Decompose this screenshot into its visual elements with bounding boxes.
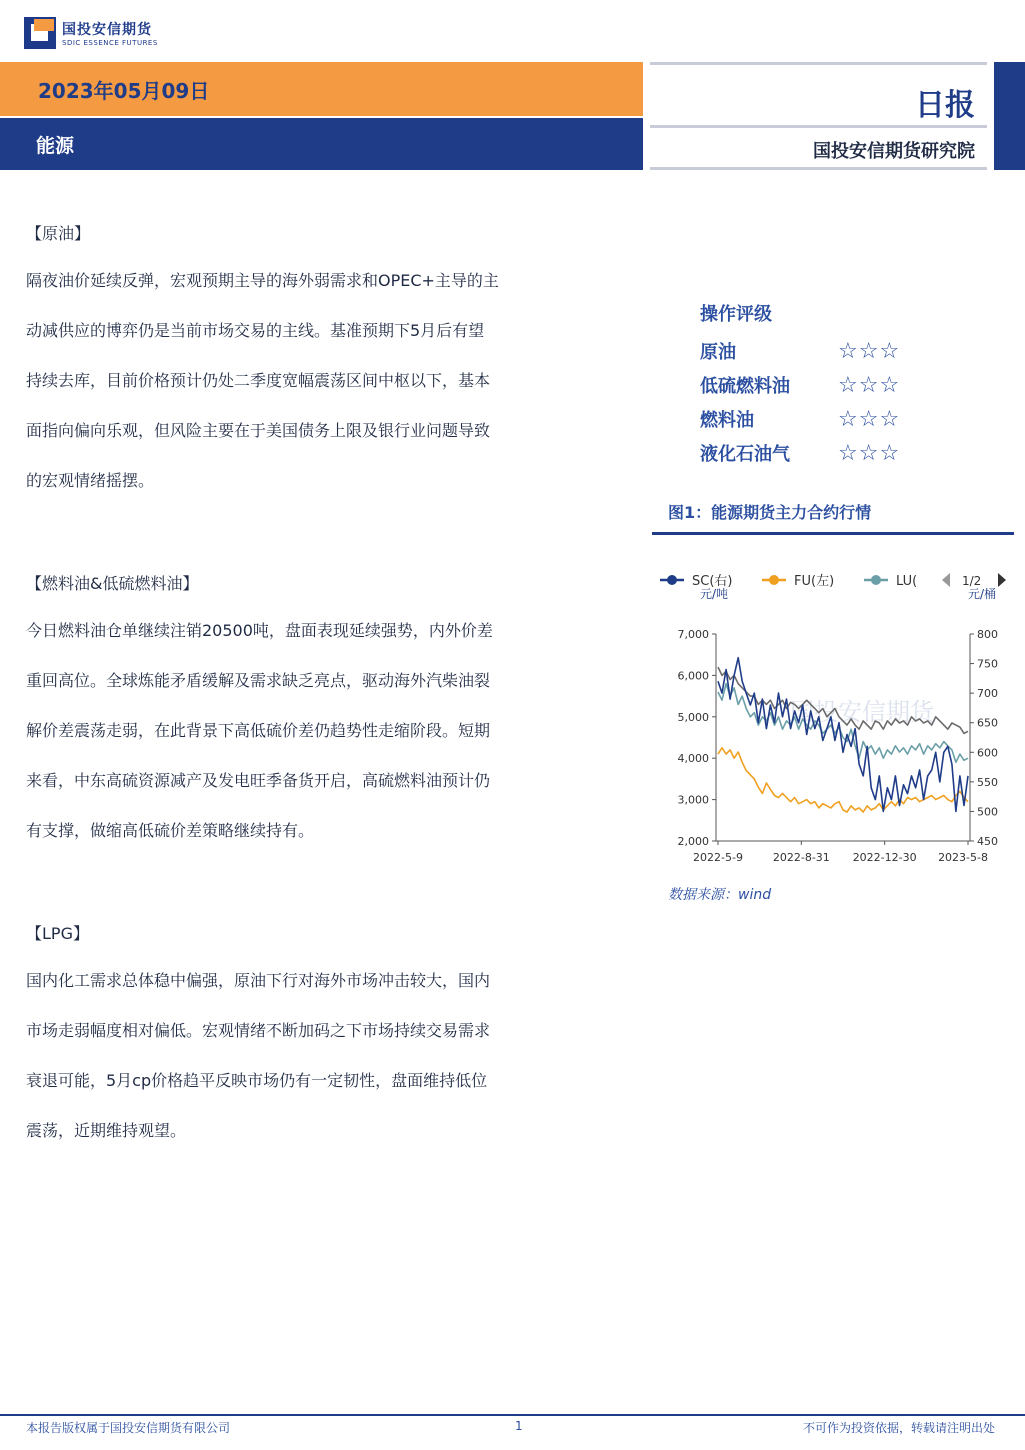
legend-marker-lu-icon <box>871 575 881 585</box>
rating-stars-icon: ☆☆☆ <box>838 372 901 398</box>
paragraph-line: 的宏观情绪摇摆。 <box>26 471 155 490</box>
legend-prev-icon[interactable] <box>942 573 950 587</box>
right-axis-unit: 元/桶 <box>968 587 997 601</box>
logo-name-cn: 国投安信期货 <box>62 22 152 38</box>
section-paragraph <box>26 256 611 506</box>
paragraph-line: 面指向偏向乐观，但风险主要在于美国债务上限及银行业问题导致 <box>26 421 491 440</box>
section-heading: 【LPG】 <box>26 924 89 943</box>
right-tick-label: 800 <box>977 628 998 641</box>
chart-watermark: 国投安信期货 <box>790 698 934 726</box>
left-tick-label: 6,000 <box>677 669 709 683</box>
company-logo <box>24 17 158 49</box>
institute-name: 国投安信期货研究院 <box>813 141 975 162</box>
paragraph-line: 有支撑，做缩高低硫价差策略继续持有。 <box>26 821 315 840</box>
footer-rule <box>0 1414 1025 1416</box>
report-type: 日报 <box>915 88 975 123</box>
left-tick-label: 3,000 <box>677 793 709 807</box>
left-axis-unit: 元/吨 <box>700 587 729 601</box>
paragraph-line: 持续去库，目前价格预计仍处二季度宽幅震荡区间中枢以下，基本 <box>26 371 491 390</box>
legend-label-fu[interactable]: FU(左) <box>794 574 835 589</box>
rating-label: 低硫燃料油 <box>700 376 790 397</box>
paragraph-line: 国内化工需求总体稳中偏强，原油下行对海外市场冲击较大，国内 <box>26 971 491 990</box>
report-body <box>26 212 611 1156</box>
rating-label: 液化石油气 <box>700 444 790 465</box>
paragraph-line: 解价差震荡走弱，在此背景下高低硫价差仍趋势性走缩阶段。短期 <box>26 721 491 740</box>
x-tick-label: 2023-5-8 <box>938 851 988 864</box>
logo-mark-icon <box>24 17 56 49</box>
legend-label-sc[interactable]: SC(右) <box>692 574 733 589</box>
rating-title: 操作评级 <box>700 304 772 325</box>
energy-futures-chart <box>650 560 1010 870</box>
left-tick-label: 4,000 <box>677 752 709 766</box>
footer-copyright: 本报告版权属于国投安信期货有限公司 <box>26 1421 231 1435</box>
figure-source: 数据来源：wind <box>668 887 772 903</box>
right-tick-label: 550 <box>977 775 998 789</box>
rating-label: 燃料油 <box>700 410 754 431</box>
paragraph-line: 衰退可能，5月cp价格趋平反映市场仍有一定韧性，盘面维持低位 <box>26 1071 488 1090</box>
rating-stars-icon: ☆☆☆ <box>838 440 901 466</box>
section-paragraph <box>26 606 611 856</box>
section-paragraph <box>26 956 611 1156</box>
section-fuel-oil <box>26 562 611 856</box>
section-lpg <box>26 912 611 1156</box>
figure-title: 图1：能源期货主力合约行情 <box>668 503 872 522</box>
paragraph-line: 重回高位。全球炼能矛盾缓解及需求缺乏亮点，驱动海外汽柴油裂 <box>26 671 491 690</box>
section-crude-oil <box>26 212 611 506</box>
date-band <box>0 62 643 116</box>
section-heading: 【原油】 <box>26 224 91 243</box>
header-edge-bar <box>994 62 1025 170</box>
paragraph-line: 震荡，近期维持观望。 <box>26 1121 187 1140</box>
rating-row <box>700 334 960 368</box>
right-tick-label: 500 <box>977 805 998 819</box>
right-tick-label: 750 <box>977 657 998 671</box>
operation-rating <box>700 300 960 470</box>
report-header-right <box>650 62 987 170</box>
legend-page: 1/2 <box>962 574 982 588</box>
series-line-sc <box>718 658 968 812</box>
paragraph-line: 动减供应的博弈仍是当前市场交易的主线。基准预期下5月后有望 <box>26 321 485 340</box>
footer-page-number: 1 <box>515 1419 523 1433</box>
section-band <box>0 118 643 170</box>
section-heading: 【燃料油&低硫燃料油】 <box>26 574 199 593</box>
legend-label-lu[interactable]: LU( <box>896 574 918 589</box>
rating-row <box>700 402 960 436</box>
paragraph-line: 来看，中东高硫资源减产及发电旺季备货开启，高硫燃料油预计仍 <box>26 771 491 790</box>
right-tick-label: 450 <box>977 835 998 848</box>
left-tick-label: 2,000 <box>677 835 709 848</box>
x-tick-label: 2022-12-30 <box>852 851 917 864</box>
left-tick-label: 7,000 <box>677 628 709 641</box>
paragraph-line: 隔夜油价延续反弹，宏观预期主导的海外弱需求和OPEC+主导的主 <box>26 271 499 290</box>
figure-rule <box>652 532 1014 535</box>
legend-next-icon[interactable] <box>998 573 1006 587</box>
left-tick-label: 5,000 <box>677 710 709 724</box>
footer-disclaimer: 不可作为投资依据，转载请注明出处 <box>802 1421 995 1435</box>
report-date: 2023年05月09日 <box>38 78 210 103</box>
paragraph-line: 今日燃料油仓单继续注销20500吨，盘面表现延续强势，内外价差 <box>26 621 493 640</box>
right-tick-label: 700 <box>977 687 998 701</box>
right-tick-label: 600 <box>977 746 998 760</box>
legend-marker-sc-icon <box>667 575 677 585</box>
series-line-fu <box>718 748 968 812</box>
section-title: 能源 <box>36 134 75 157</box>
logo-name-en: SDIC ESSENCE FUTURES <box>62 39 158 47</box>
rating-row <box>700 436 960 470</box>
right-tick-label: 650 <box>977 716 998 730</box>
rating-row <box>700 368 960 402</box>
legend-marker-fu-icon <box>769 575 779 585</box>
x-tick-label: 2022-5-9 <box>693 851 743 864</box>
rating-label: 原油 <box>700 342 736 363</box>
rating-stars-icon: ☆☆☆ <box>838 406 901 432</box>
x-tick-label: 2022-8-31 <box>772 851 830 864</box>
paragraph-line: 市场走弱幅度相对偏低。宏观情绪不断加码之下市场持续交易需求 <box>26 1021 491 1040</box>
rating-stars-icon: ☆☆☆ <box>838 338 901 364</box>
